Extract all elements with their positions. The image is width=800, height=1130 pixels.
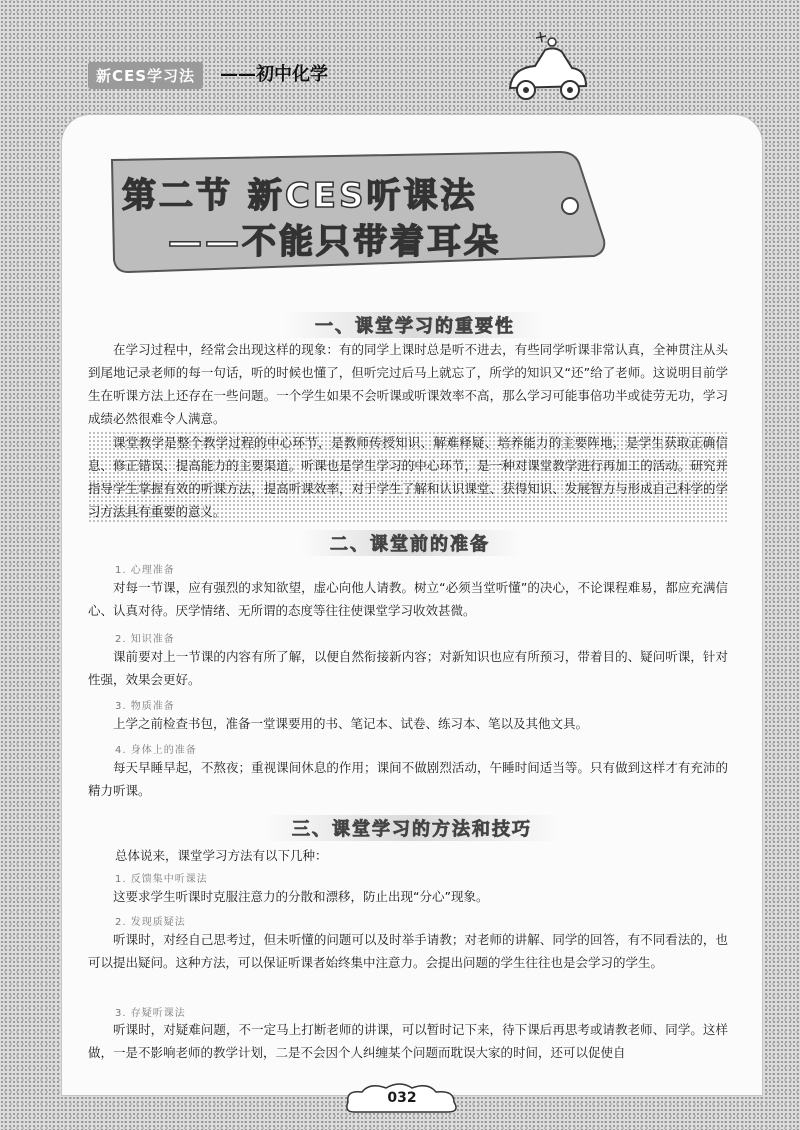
subheading: 3. 物质准备 — [115, 701, 175, 712]
section-heading-3: 三、课堂学习的方法和技巧 — [262, 815, 562, 841]
chapter-title-line1: 第二节 新CES听课法 — [122, 176, 478, 216]
page-number-cloud — [342, 1082, 462, 1118]
book-name: 新CES学习法 — [88, 62, 203, 89]
section-lead: 总体说来，课堂学习方法有以下几种： — [115, 848, 328, 863]
paragraph: 对每一节课，应有强烈的求知欲望，虚心向他人请教。树立“必须当堂听懂”的决心，不论课程难易，都应充满信心、认真对待。厌学情绪、无所谓的态度等往往使课堂学习收效甚微。 — [88, 580, 728, 618]
paragraph: 课前要对上一节课的内容有所了解，以便自然衔接新内容；对新知识也应有所预习，带着目的、疑问听课，针对性强，效果会更好。 — [88, 649, 728, 687]
subheading: 2. 知识准备 — [115, 634, 175, 645]
subheading: 2. 发现质疑法 — [115, 917, 186, 928]
paragraph: 听课时，对经自己思考过，但未听懂的问题可以及时举手请教；对老师的讲解、同学的回答，有不同看法的，也可以提出疑问。这种方法，可以保证听课者始终集中注意力。会提出问题的学生往往也是会学习的学生。 — [88, 932, 728, 970]
subheading: 1. 反馈集中听课法 — [115, 874, 208, 885]
running-header — [88, 56, 348, 92]
paragraph: 上学之前检查书包，准备一堂课要用的书、笔记本、试卷、练习本、笔以及其他文具。 — [113, 716, 589, 731]
subheading: 4. 身体上的准备 — [115, 745, 197, 756]
subheading: 3. 存疑听课法 — [115, 1008, 186, 1019]
section-heading-2: 二、课堂前的准备 — [300, 530, 520, 556]
page-number: 032 — [387, 1090, 417, 1106]
paragraph-shaded: 课堂教学是整个教学过程的中心环节，是教师传授知识、解难释疑、培养能力的主要阵地，是学生获取正确信息、修正错误、提高能力的主要渠道。听课也是学生学习的中心环节，是一种对课堂教学进行再加工的活动。研究并指导学生掌握有效的听课方法，提高听课效率，对于学生了解和认识课堂、获得知识、发展智力与形成自己科学的学习方法具有重要的意义。 — [88, 431, 728, 523]
paragraph: 在学习过程中，经常会出现这样的现象：有的同学上课时总是听不进去，有些同学听课非常认真，全神贯注从头到尾地记录老师的每一句话，听的时候也懂了，但听完过后马上就忘了，所学的知识又“还”给了老师。这说明目前学生在听课方法上还存在一些问题。一个学生如果不会听课或听课效率不高，那么学习可能事倍功半或徒劳无功，学习成绩必然很难令人满意。 — [88, 342, 728, 426]
cartoon-car-icon — [500, 28, 590, 108]
section-heading-1: 一、课堂学习的重要性 — [285, 312, 545, 338]
paragraph: 听课时，对疑难问题，不一定马上打断老师的讲课，可以暂时记下来，待下课后再思考或请教老师、同学。这样做，一是不影响老师的教学计划，二是不会因个人纠缠某个问题而耽误大家的时间，还可以促使自 — [88, 1022, 728, 1060]
subheading: 1. 心理准备 — [115, 565, 175, 576]
paragraph: 每天早睡早起，不熬夜；重视课间休息的作用；课间不做剧烈活动，午睡时间适当等。只有做到这样才有充沛的精力听课。 — [88, 760, 728, 798]
chapter-title-line2: ——不能只带着耳朵 — [168, 222, 501, 262]
paragraph: 这要求学生听课时克服注意力的分散和漂移，防止出现“分心”现象。 — [113, 889, 489, 904]
chapter-title-tag — [108, 148, 608, 276]
book-subject: ——初中化学 — [220, 64, 328, 85]
